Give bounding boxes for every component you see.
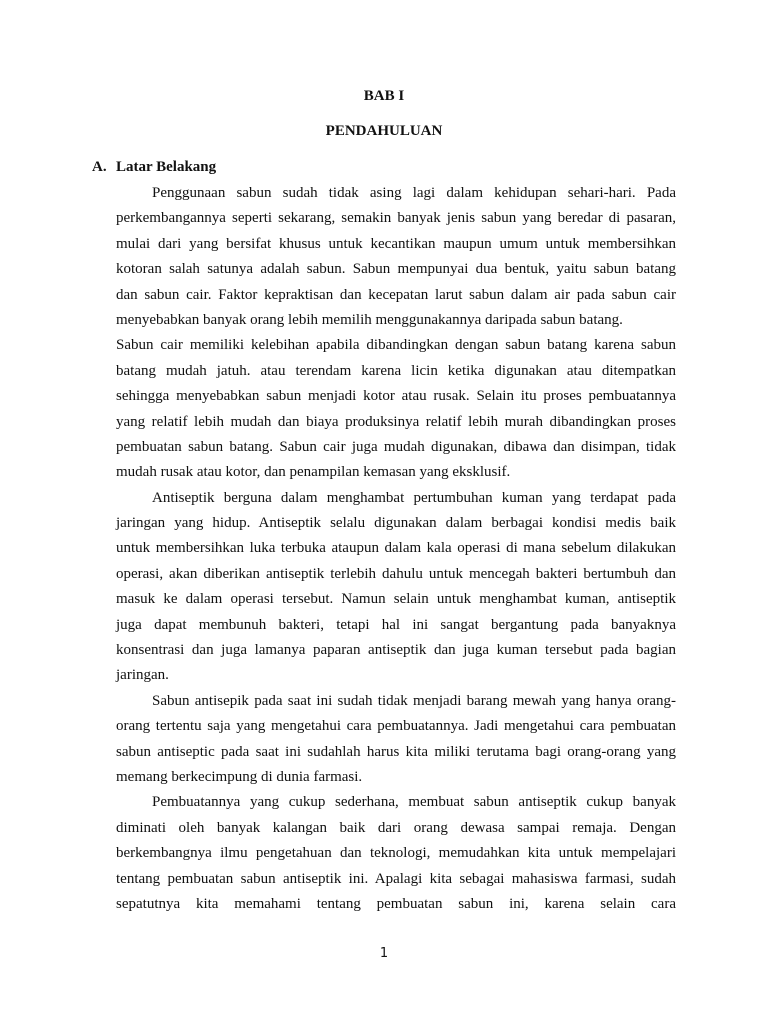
text-line: sehingga menyebabkan sabun menjadi kotor atau rusak. Selain itu proses pembuatannya bbox=[116, 388, 676, 405]
text-line: mudah rusak atau kotor, dan penampilan kemasan yang eksklusif. bbox=[116, 464, 511, 481]
text-line: konsentrasi dan juga lamanya paparan antiseptik dan juga kuman tersebut pada bagian bbox=[116, 642, 676, 659]
paragraph bbox=[116, 181, 676, 333]
section-heading bbox=[92, 159, 216, 176]
text-line: menyebabkan banyak orang lebih memilih menggunakannya daripada sabun batang. bbox=[116, 311, 623, 328]
text-line: jaringan yang hidup. Antiseptik selalu digunakan dalam berbagai kondisi medis baik bbox=[116, 515, 676, 532]
paragraph bbox=[116, 689, 676, 791]
text-line: Sabun cair memiliki kelebihan apabila dibandingkan dengan sabun batang karena sabun bbox=[116, 337, 676, 354]
paragraph bbox=[116, 486, 676, 689]
text-line: sabun antiseptic pada saat ini sudahlah harus kita miliki terutama bagi orang-orang yang bbox=[116, 743, 676, 760]
text-line: masuk ke dalam operasi tersebut. Namun selain untuk menghambat kuman, antiseptik bbox=[116, 591, 676, 608]
paragraph bbox=[116, 333, 676, 485]
paragraph bbox=[116, 790, 676, 917]
text-line: Sabun antisepik pada saat ini sudah tidak menjadi barang mewah yang hanya orang- bbox=[152, 692, 676, 709]
text-line: pembuatan sabun batang. Sabun cair juga mudah digunakan, dibawa dan disimpan, tidak bbox=[116, 438, 676, 455]
text-line: Penggunaan sabun sudah tidak asing lagi dalam kehidupan sehari-hari. Pada bbox=[152, 185, 676, 201]
text-line: Pembuatannya yang cukup sederhana, membuat sabun antiseptik cukup banyak bbox=[152, 794, 676, 811]
chapter-heading: BAB I bbox=[363, 88, 405, 104]
text-line: yang relatif lebih mudah dan biaya produksinya relatif lebih murah dibandingkan proses bbox=[116, 413, 676, 430]
text-line: tentang pembuatan sabun antiseptik ini. Apalagi kita sebagai mahasiswa farmasi, sudah bbox=[116, 870, 676, 887]
text-line: untuk membersihkan luka terbuka ataupun dalam kala operasi di mana sebelum dilakukan bbox=[116, 540, 676, 557]
text-line: diminati oleh banyak kalangan baik dari orang dewasa sampai remaja. Dengan bbox=[116, 819, 676, 836]
text-line: batang mudah jatuh. atau terendam karena licin ketika digunakan atau ditempatkan bbox=[116, 362, 676, 379]
text-line: dan sabun cair. Faktor kepraktisan dan kecepatan larut sabun dalam air pada sabun cair bbox=[116, 286, 676, 303]
section-title: Latar Belakang bbox=[116, 159, 217, 175]
text-line: mulai dari yang bersifat khusus untuk kecantikan maupun umum untuk membersihkan bbox=[116, 235, 676, 252]
text-line: operasi, akan diberikan antiseptik terlebih dahulu untuk mencegah bakteri bertumbuh dan bbox=[116, 565, 676, 582]
section-number: A. bbox=[92, 159, 107, 175]
text-line: jaringan. bbox=[116, 667, 169, 684]
page-number: 1 bbox=[379, 946, 389, 961]
text-line: juga dapat membunuh bakteri, tetapi hal ini sangat bergantung pada banyaknya bbox=[116, 616, 676, 633]
text-line: Antiseptik berguna dalam menghambat pertumbuhan kuman yang terdapat pada bbox=[152, 489, 676, 506]
text-line: kotoran salah satunya adalah sabun. Sabun mempunyai dua bentuk, yaitu sabun batang bbox=[116, 261, 676, 278]
text-line: orang tertentu saja yang mengetahui cara pembuatannya. Jadi mengetahui cara pembuatan bbox=[116, 718, 676, 735]
body-text bbox=[116, 181, 676, 917]
text-line: perkembangannya seperti sekarang, semakin banyak jenis sabun yang beredar di pasaran, bbox=[116, 210, 676, 227]
text-line: sepatutnya kita memahami tentang pembuatan sabun ini, karena selain cara bbox=[116, 895, 676, 912]
text-line: memang berkecimpung di dunia farmasi. bbox=[116, 768, 363, 785]
chapter-title: PENDAHULUAN bbox=[325, 123, 443, 139]
text-line: berkembangnya ilmu pengetahuan dan teknologi, memudahkan kita untuk mempelajari bbox=[116, 845, 676, 862]
